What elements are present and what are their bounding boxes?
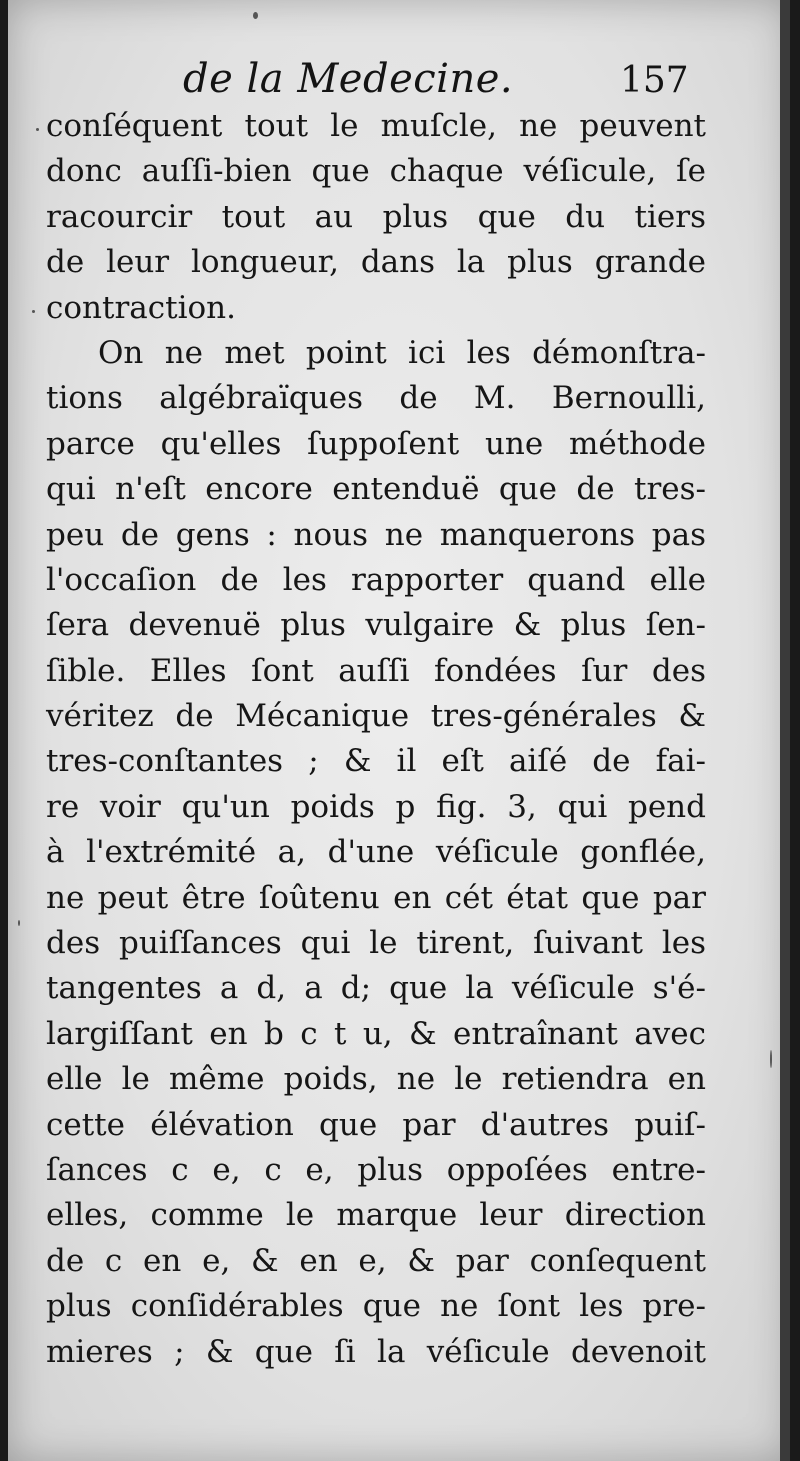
page-header — [8, 48, 790, 108]
text-line: plus conſidérables que ne ſont les pre- — [46, 1288, 706, 1325]
text-line: donc auſſi-bien que chaque véſicule, ſe — [46, 153, 706, 190]
text-line: ſera devenuë plus vulgaire & plus ſen- — [46, 607, 706, 644]
body-text — [46, 104, 706, 1375]
text-line: On ne met point ici les démonſtra- — [98, 334, 706, 371]
text-line: ſible. Elles ſont auſſi fondées ſur des — [46, 652, 706, 689]
text-line: conſéquent tout le muſcle, ne peuvent — [46, 108, 706, 144]
text-line: cette élévation que par d'autres puiſ- — [46, 1106, 706, 1143]
page-edge-shadow — [780, 0, 790, 1461]
text-line: re voir qu'un poids p fig. 3, qui pend — [46, 788, 706, 825]
text-line: racourcir tout au plus que du tiers — [46, 198, 706, 235]
text-line: ſances c e, c e, plus oppoſées entre- — [46, 1151, 706, 1188]
text-line: tions algébraïques de M. Bernoulli, — [46, 380, 706, 417]
text-line: de leur longueur, dans la plus grande — [46, 244, 706, 281]
text-line: tres-conſtantes ; & il eſt aiſé de fai- — [46, 743, 706, 780]
text-line: contraction. — [46, 289, 236, 326]
text-line: tangentes a d, a d; que la véſicule s'é- — [46, 970, 706, 1007]
text-line: des puiſſances qui le tirent, ſuivant les — [46, 925, 706, 962]
text-line: de c en e, & en e, & par conſequent — [46, 1242, 706, 1279]
text-line: à l'extrémité a, d'une véſicule gonflée, — [46, 834, 706, 871]
text-line: parce qu'elles ſuppoſent une méthode — [46, 425, 706, 462]
text-line: ne peut être ſoûtenu en cét état que par — [46, 879, 706, 916]
running-head: de la Medecine. — [183, 56, 514, 102]
text-line: elles, comme le marque leur direction — [46, 1197, 706, 1234]
text-line: elle le même poids, ne le retiendra en — [46, 1061, 706, 1098]
text-line: largiſſant en b c t u, & entraînant avec — [46, 1015, 706, 1052]
text-line: peu de gens : nous ne manquerons pas — [46, 516, 706, 553]
book-page — [8, 0, 790, 1461]
page-number: 157 — [620, 60, 689, 101]
text-line: véritez de Mécanique tres-générales & — [46, 698, 706, 735]
text-line: l'occaſion de les rapporter quand elle — [46, 561, 706, 598]
text-line: qui n'eſt encore entenduë que de tres- — [46, 471, 706, 508]
text-line: mieres ; & que ſi la véſicule devenoit — [46, 1333, 706, 1370]
